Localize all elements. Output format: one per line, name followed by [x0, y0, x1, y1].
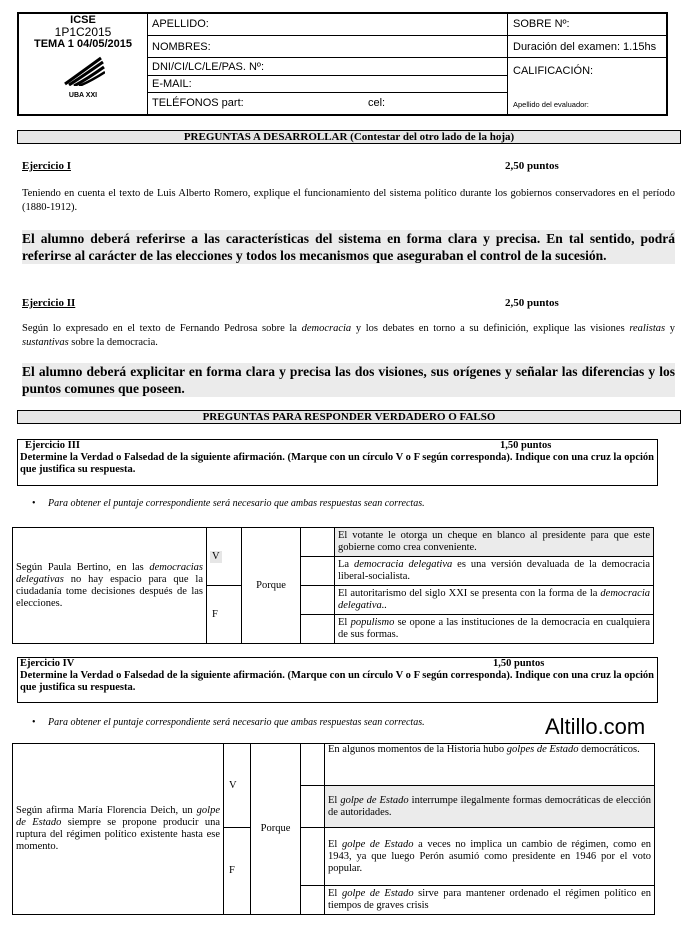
ej2-points: 2,50 puntos	[505, 297, 559, 309]
telefonos-field[interactable]: TELÉFONOS part:	[152, 97, 244, 109]
ej3-title: Ejercicio III	[25, 440, 80, 451]
ej4-statement: Según afirma María Florencia Deich, un golpe de Estado siempre se propone producir una ruptura del régimen político existente hasta ese momento.	[13, 744, 224, 915]
ej4-option-f[interactable]: F	[224, 828, 251, 915]
exam-header	[17, 12, 668, 116]
ej1-points: 2,50 puntos	[505, 160, 559, 172]
ej3-porque: Porque	[242, 528, 301, 644]
ej1-answer: El alumno deberá referirse a las características del sistema en forma clara y precisa. En tal sentido, podrá referirse al carácter de las elecciones y todos los mecanismos que aseguraban el control de la sucesión.	[22, 231, 675, 263]
ej4-check-1[interactable]	[301, 744, 325, 786]
ej3-note: • Para obtener el puntaje correspondiente será necesario que ambas respuestas sean correctas.	[48, 498, 425, 509]
ej4-points: 1,50 puntos	[493, 658, 545, 669]
evaluador-field[interactable]: Apellido del evaluador:	[513, 100, 589, 109]
ej3-instructions-box	[17, 439, 658, 486]
ej3-instruction: Determine la Verdad o Falsedad de la siguiente afirmación. (Marque con un círculo V o F según corresponda). Indique con una cruz la opción que justifica su respuesta.	[20, 452, 654, 475]
ej4-option-3: El golpe de Estado a veces no implica un cambio de régimen, como en 1943, ya que luego Perón asumió como presidente en 1946 por el voto popular.	[325, 828, 655, 886]
ej4-option-1: En algunos momentos de la Historia hubo golpes de Estado democráticos.	[325, 744, 655, 786]
ej3-check-1[interactable]	[301, 528, 335, 557]
course-code: 1P1C2015	[54, 25, 112, 39]
ej4-option-4: El golpe de Estado sirve para mantener ordenado el régimen político en tiempos de graves crisis	[325, 886, 655, 915]
ej3-option-2: La democracia delegativa es una versión devaluada de la democracia liberal-socialista.	[335, 557, 654, 586]
ej3-vf-table	[12, 527, 654, 644]
section-vf-title: PREGUNTAS PARA RESPONDER VERDADERO O FALSO	[17, 410, 681, 424]
ej2-answer: El alumno deberá explicitar en forma clara y precisa las dos visiones, sus orígenes y señalar las diferencias y los puntos comunes que poseen.	[22, 364, 675, 396]
cel-field[interactable]: cel:	[368, 97, 386, 109]
ej4-note: • Para obtener el puntaje correspondiente será necesario que ambas respuestas sean correctas.	[48, 717, 425, 728]
tema-date: TEMA 1 04/05/2015	[33, 38, 133, 50]
ej4-instruction: Determine la Verdad o Falsedad de la siguiente afirmación. (Marque con un círculo V o F según corresponda). Indique con una cruz la opción que justifica su respuesta.	[20, 670, 654, 693]
ej3-option-1: El votante le otorga un cheque en blanco al presidente para que este gobierne como crea conveniente.	[335, 528, 654, 557]
ej1-title: Ejercicio I	[22, 160, 71, 172]
ej4-title: Ejercicio IV	[20, 658, 75, 669]
email-field[interactable]: E-MAIL:	[152, 78, 192, 90]
duracion-label: Duración del examen: 1.15hs	[513, 41, 657, 53]
ej4-check-2[interactable]	[301, 786, 325, 828]
ej3-check-2[interactable]	[301, 557, 335, 586]
ej3-points: 1,50 puntos	[500, 440, 552, 451]
ej3-check-3[interactable]	[301, 586, 335, 615]
header-course-block	[19, 14, 148, 114]
ej3-option-f[interactable]: F	[207, 586, 242, 644]
sobre-field[interactable]: SOBRE Nº:	[513, 18, 570, 30]
ej3-option-3: El autoritarismo del siglo XXI se presenta con la forma de la democracia delegativa..	[335, 586, 654, 615]
ej4-vf-table	[12, 743, 655, 915]
ej4-porque: Porque	[251, 744, 301, 915]
calificacion-field[interactable]: CALIFICACIÓN:	[513, 65, 594, 77]
nombres-field[interactable]: NOMBRES:	[152, 41, 211, 53]
ej3-option-4: El populismo se opone a las instituciones de la democracia en cualquiera de sus formas.	[335, 615, 654, 644]
section-desarrollar-title: PREGUNTAS A DESARROLLAR (Contestar del otro lado de la hoja)	[17, 130, 681, 144]
ej4-option-2: El golpe de Estado interrumpe ilegalmente formas democráticas de elección de autoridades.	[325, 786, 655, 828]
dni-field[interactable]: DNI/CI/LC/LE/PAS. Nº:	[152, 61, 265, 73]
logo-text: UBA XXI	[68, 92, 98, 99]
ej3-option-v[interactable]: V	[207, 528, 242, 586]
ej4-check-3[interactable]	[301, 828, 325, 886]
ej3-check-4[interactable]	[301, 615, 335, 644]
course-name: ICSE	[70, 14, 96, 26]
ej4-check-4[interactable]	[301, 886, 325, 915]
watermark-altillo: Altillo.com	[545, 714, 646, 739]
apellido-field[interactable]: APELLIDO:	[152, 18, 209, 30]
ej2-title: Ejercicio II	[22, 297, 76, 309]
ej2-question: Según lo expresado en el texto de Fernando Pedrosa sobre la democracia y los debates en torno a su definición, explique las visiones realistas y sustantivas sobre la democracia.	[22, 323, 675, 348]
ej3-statement: Según Paula Bertino, en las democracias delegativas no hay espacio para que la ciudadanía tome decisiones después de las elecciones.	[13, 528, 207, 644]
ej4-instructions-box	[17, 657, 658, 703]
uba-logo-icon	[61, 56, 105, 86]
ej4-option-v[interactable]: V	[224, 744, 251, 828]
ej1-question: Teniendo en cuenta el texto de Luis Alberto Romero, explique el funcionamiento del sistema político durante los gobiernos conservadores en el período (1880-1912).	[22, 188, 675, 213]
